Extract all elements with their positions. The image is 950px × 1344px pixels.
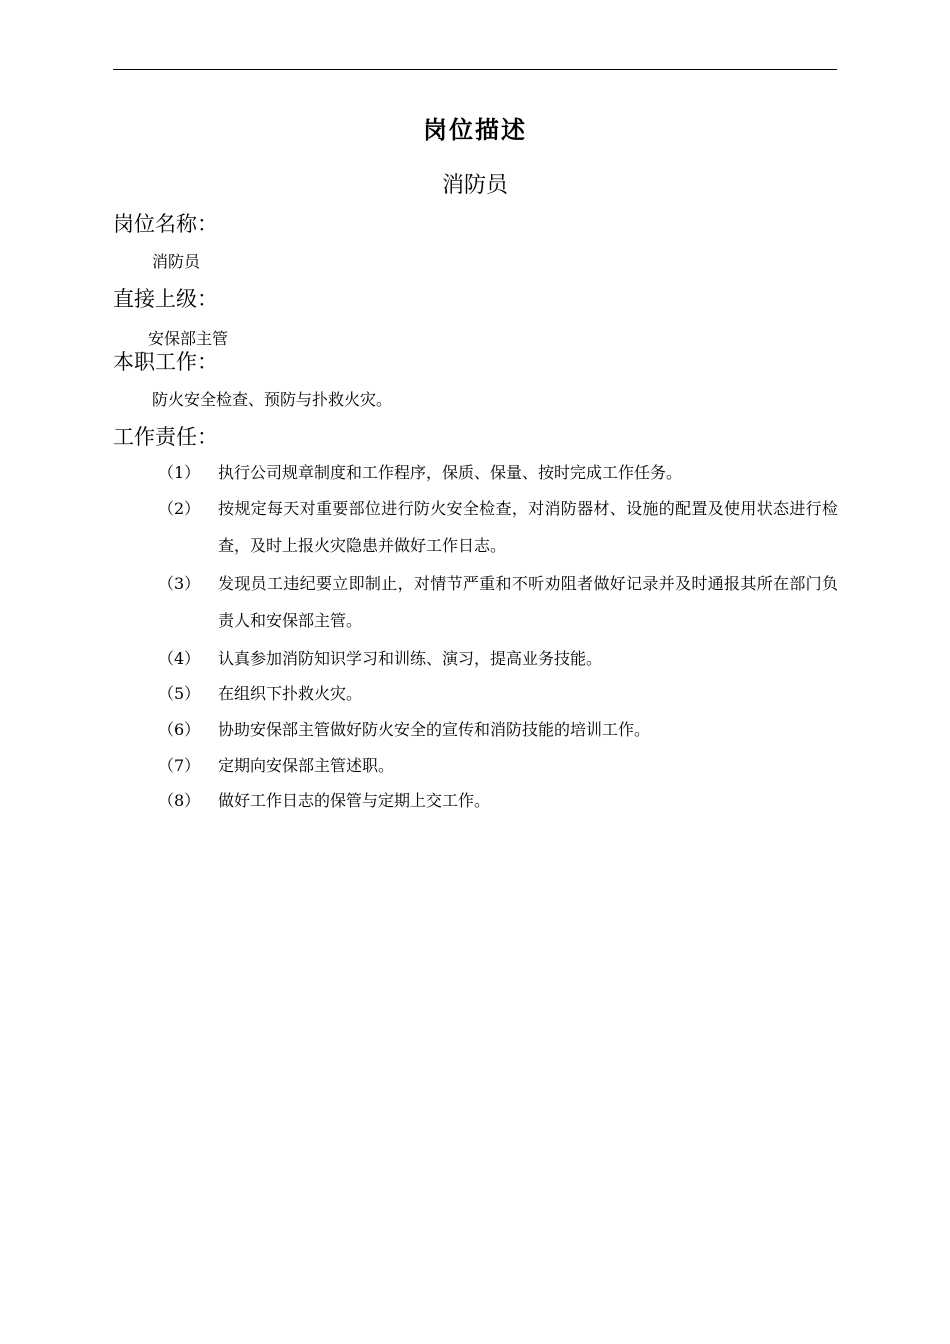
duty-number: （3） [158,574,201,593]
duty-text: 做好工作日志的保管与定期上交工作。 [218,791,491,810]
document-title: 岗位描述 [423,116,527,144]
duty-number: （4） [158,649,201,668]
duty-text: 按规定每天对重要部位进行防火安全检查，对消防器材、设施的配置及使用状态进行检查，及时上报火灾隐患并做好工作日志。 [218,499,838,555]
header-rule [113,69,837,70]
position-name-value: 消防员 [152,252,201,271]
duty-text: 定期向安保部主管述职。 [218,756,395,775]
main-work-heading: 本职工作： [113,350,218,374]
supervisor-heading: 直接上级： [113,287,218,311]
main-work-value: 防火安全检查、预防与扑救火灾。 [152,390,393,409]
supervisor-value: 安保部主管 [148,329,229,348]
duty-number: （6） [158,720,201,739]
duty-text: 发现员工违纪要立即制止，对情节严重和不听劝阻者做好记录并及时通报其所在部门负责人和安保部主管。 [218,574,838,630]
duty-number: （8） [158,791,201,810]
duty-text: 在组织下扑救火灾。 [218,684,363,703]
responsibilities-heading: 工作责任： [113,425,218,449]
position-name-heading: 岗位名称： [113,212,218,236]
duty-number: （2） [158,499,201,518]
duty-number: （7） [158,756,201,775]
document-subtitle: 消防员 [441,173,508,198]
duty-text: 执行公司规章制度和工作程序，保质、保量、按时完成工作任务。 [218,463,683,482]
duty-number: （1） [158,463,201,482]
duty-text: 协助安保部主管做好防火安全的宣传和消防技能的培训工作。 [218,720,651,739]
duty-text: 认真参加消防知识学习和训练、演习，提高业务技能。 [218,649,603,668]
duty-number: （5） [158,684,201,703]
